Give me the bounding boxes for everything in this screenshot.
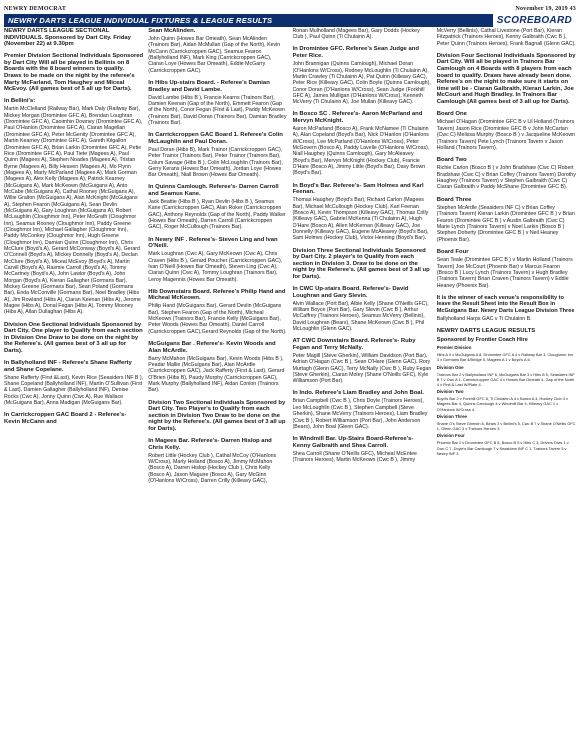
section-heading: Division Two xyxy=(436,389,464,395)
body-text: Mark Loughran (Cwc A), Gary McKeown (Cwc A), Chris Craven (Hibs B ), Gerard Poucher (Carrickcroppen GAC), Ivan O'Neill (Howes Bar Omeath), Steven Ling (Cwc A), Ciaran Quinn (Cwc A), Tommy Loughran (Trainors Bar), Leroy Magennis (Howes Bar Omeath). xyxy=(148,251,283,283)
body-text: Philip Hand (McGuigans Bar), Gerard Devlin (McGuigans Bar), Stephen Fearon (Gap of the North), Micheal McKeown (Trainors Bar), Francie Kelly (McGuigans Bar), Peter Woods (Howes Bar Omeath), Daniel Carroll (Carrickcroppen GAC),Gerard Reynolds (Gap of the North). xyxy=(148,303,287,335)
body-text: Shane Rafferty (First &Last), Kevin Rice (Seasiders INF B ), Shane Copeland (Ballyholland INF), Martin O'Sullivan (First & Last), Damien Gallagher (Ballyholland INF), Denise Rocks (Cwc A), Jonny Quinn (Cwc A), Rue Wallace (McGuigans Bar), Anna Madigan (McGuigans Bar). xyxy=(4,374,144,407)
body-text: John Quinn (Howes Bar Omeath), Sean McAlinden (Trainors Bar), Aidan McMullan (Gap of the North), Kevin McCann (Carrickcroppen GAC), Seamus Fearon (Ballyholland INF), Mark King (Carrickcroppen GAC), Ciaran Loye (Howes Bar Omeath), Eddie McGarry (Carrickcroppen GAC). xyxy=(148,36,281,74)
body-text: Shea Carroll (Shane O'Neills GFC), Micheal McEntee (Trainors Heroes), Martin McKeown (Cwc B ), Jimmy xyxy=(292,450,417,464)
body-text: Paul Doran (Hibs B), Mark Trainor (Carrickcroppen GAC), Peter Trainor (Trainors Bar), Peter Trainor (Trainors Bar), Colum Savage (Hibs B ), Colin McLoughlin (Trainors Bar), Gerry Kerans (Howes Bar Omeath), Jordan Loye (Howes Bar Omeath), Niall Brown (Howes Bar Omeath). xyxy=(148,146,283,179)
section-banner xyxy=(4,14,576,27)
body-text: Aaron McParland (Bosco A), Frank McNamee (Ti Chulainn A), Alan Copeland (Boyd's Bar), Nick O'Hanlon (O'Hanlons W/Cross), Lee McParland (O'Hanlons W/Cross), Peter McGovern (Bosco A), Paddy Lavelle (O'Hanlons W/Cross), Niall Haughey (Quinns Camlough), Gary McAleavey (Boyd's Bar), Mervyn McKnight (Hockey Club), Francie O'Hare (Bosco A), Jimmy Little (Boyd's Bar), Davy Brown (Boyd's Bar). xyxy=(292,126,430,177)
body-text: Michael O'Hagan (Dromintee GFC B v Lil Holland (Trainors Tavern) Jason Rice (Dromintee GFC B v John McCartan (Cwc C) Melissa Murphy (Bosco B ) v Jacqueline McKeown (Trainors Tavern) Pete Lynch (Trainors Tavern v Jason Holland (Trainors Tavern). xyxy=(436,119,576,151)
section-heading: In Bellini's: xyxy=(4,98,36,105)
body-text: Trainors Bar 2 v Ballyholland INF 6, McGuigans Bar 3 v Hibs B 5, Seasiders INF B 7 v Cwc A 1, Carrickcroppen GAC 4 v Howes Bar Omeath 4, Gap of the North 4 v First & Last W/Plate 4. xyxy=(436,371,575,387)
section-heading: Sponsored by Frontier Coach Hire xyxy=(436,336,528,343)
column-1 xyxy=(4,28,143,734)
section-heading: In Hibs Up-stairs Board. - Referee's Damian Bradley and David Lambe. xyxy=(148,79,270,93)
page-header xyxy=(0,0,580,12)
section-heading: In Indo. Referee's Liam Bradley and John Boal. xyxy=(292,390,424,397)
body-text: Martin McClelland (Railway Bar), Mark Daly (Railway Bar), Mickey Morgan (Dromintee GFC A), Brendan Loughran (Dromintee GFC A), Caoimhin Downey (Dromintee GFC A), Paul O'Hanlon (Dromintee GFC A), Ciaran Magellan (Dromintee GFC A), Peter McGenity (Dromintee GFC A), Martin Kearney (Dromintee GFC A), Gareth Kilgallon (Dromintee GFC A), Brian Larkin (Dromintee GFC A), Petie Rice (Dromintee GFC A), Paul Tiete (Magees A), Paul Quinn (Magees A), Stephen Noades (Magees A), Tristan Byrne (Magees A), Billy Heaven (Magees A), Mo Flynn (Magees A), Marty McParland (Magees A), Mark Gorman (Magees A), Alex Kelly (Magees A), Patrick Kearney (McGuigans A), Mark McKeown (McGuigans A), Anto McCabe (McGuigans A), Cathal Rooney (McGuigans A), Willie Gralton (McGuigans A), Alan McKnight (McGuigans A), Stephen Fearon (McGuigans A), Sean Devlin (McGuigans A), Gary Loughran (McGuigans A), Robert McLaughlin (Cloughmor Inn), Peter McGrath (Cloughmor Inn), Seamus Rooney (Cloughmor Inn), Paddy Greene (Cloughmor Inn), Michael Gallagher (Cloughmor Inn), Paddy McConkey (Cloughmor Inn), Hugh Greene (Cloughmor Inn), Damian Quinn (Cloughmor Inn), Chris McClure (Boyd's A), Gerard McConway (Boyd's A), Gerard O'Connell (Boyd's A), Mickey Donnelly (Boyd's A), Declan McClure (Boyd's A), Miceal McEvoy (Boyd's A), Martin Carvill (Boyd's A), Rasmie Carroll (Boyd's A), Tommy McCartney (Boyd's A), John Lawlor (Boyd's A), John Morgan (Boyd's A), Kieran Gallagher (Gormans Bar), Mickey Greene (Gormans Bar), Sean Poland (Gormans Bar), Enda McConville (Gormans Bar), Noel Bradley (Hibs A), Jim Rowland (Hibs A), Ciaran Keenan (Hibs A), Jerome Magee (Hibs A), Donal Fegan (Hibs A), Tommy Mooney (Hibs A), Allan Dullaghan (Hibs A). xyxy=(4,106,143,316)
body-text: Jack Beattie (Hibs B ), Ryan Devlin (Hibs B ), Seamus Kane (Carrickcroppen GAC), Alan Roker (Carrickcroppen GAC), Anthony Reynolds (Gap of the North), Paddy Walker (Howes Bar Omeath), Darren Carroll (Carrickcroppen GAC), Roger McCullough (Trainors Bar). xyxy=(148,199,286,231)
section-heading: NEWRY DARTS LEAGUE SECTIONAL INDIVIDUALS. Sponsored by Dart City. Friday (November 22) at 9.30pm xyxy=(4,28,131,48)
section-heading: McGuigans Bar . Referee's- Kevin Woods and Alan McArdle. xyxy=(148,340,276,354)
article-columns xyxy=(4,28,576,734)
section-heading: Division Three Sectional Individuals Sponsored by Dart City. 2 player's to Qualify from each section in Division 3. Draw to be done on the night by the Referee's. (All games best of 3 all up for Darts). xyxy=(292,247,430,280)
section-heading: Division Two Sectional Individuals Sponsored by Dart City. Two Player's to Qualify from each section in Division Two Draw to be done on the night by the Referee's. (All games best of 3 all up for Darts). xyxy=(148,399,286,432)
section-heading: In Newry INF . Referee's- Steven Ling and Ivan O'Neill. xyxy=(148,236,278,250)
issue-date: November 19, 2019 43 xyxy=(515,6,576,12)
section-heading: Board Four xyxy=(436,248,469,255)
column-3 xyxy=(293,28,432,734)
body-text: Boyd's Bar 2 v Forkhill GFC 6, Ti Chulainn A 4 v Bosco A 4, Hockey Club 4 v Magees Bar 4, Quinns Camlough 4 v Windmill Bar 4, Killeavy GAC 1 v O'Hanlons W/Cross 4. xyxy=(436,396,568,412)
section-heading: It is the winner of each venue's responsibility to leave the Result Sheet into the Result Box in McGuigans Bar. Newry Darts League Division Three xyxy=(436,294,575,314)
column-2 xyxy=(148,28,287,734)
section-heading: In Windmill Bar. Up-Stairs Board-Referee's- Kenny Galbraith and Shea Carroll. xyxy=(292,435,414,449)
body-text: Peter Magill (Steve Gherkin), William Davidson (Port Bar), Adrian O'Hagan (Cwc B ), Sean O'Hare (Glenn GAC), Rory Murtagh (Glenn GAC), Terry McNally (Cwc B ), Ruby Fegan (Steve Gherkin), Ciaran Moley (Shane O'Neills GFC), Kyle Williamson (Port Bar). xyxy=(292,352,432,385)
section-heading: In Ballyholland INF - Referee's Shane Rafferty and Shane Copelane. xyxy=(4,360,132,373)
section-heading: In Dromintee GFC. Referee's Sean Judge and Peter Rice. xyxy=(292,46,419,60)
section-heading: Sean McAlinden. xyxy=(148,28,196,34)
body-text: Sean Teale (Dromintee GFC B ) v Martin Holland (Trainors Tavern) Joe McCourt (Phoenix Bar) v Marcus Fearon (Bosco B ) Lucy Lynch (Trainors Tavern) v Hugh Bradley (Trainors Tavern) Brian Craven (Trainors Tavern) v Eddie Heaney (Phoenix Bar). xyxy=(436,257,573,289)
scoreboard-logo: SCOREBOARD xyxy=(493,14,576,27)
section-heading: Board Three xyxy=(436,196,472,203)
body-text: Phoenix Bar 2 v Dromintee GFC B 6, Bosco B 5 v Hibs C 3, Drivers Divis 1 v Cwc C 7, Doyle's Bar Camlough 7 v Seasiders INF C 1, Trainors Tavern 5 v Newry INF 3. xyxy=(436,440,569,456)
column-4 xyxy=(437,28,576,734)
section-heading: In Boyd's Bar. Referee's- Sam Holmes and Karl Feenan. xyxy=(292,182,424,196)
section-heading: NEWRY DARTS LEAGUE RESULTS xyxy=(436,328,536,335)
section-heading: In Magees Bar. Referee's- Darren Hislop and Chris Kelly. xyxy=(148,437,272,451)
section-heading: In Carrickcroppen GAC Board 1. Referee's Colin McLaughlin and Paul Doran. xyxy=(148,132,283,145)
body-text: Ballyholland Harps GAC v Ti Chulainn B. xyxy=(436,316,532,322)
body-text: Shane O's Steve Gherkin 6, Bears 3 v Bellini's 5, Cwc B 7 v Shane O'Neills GFC 1, Glenn GAC 3 v Trainors Heroes 3. xyxy=(436,420,576,432)
body-text: Robert Little (Hockey Club ), Cathal McCoy (O'Hanlons W/Cross), Marty Holland (Bosco A), Jimmy McMahon (Bosco A), Darren Hislop (Hockey Club ), Chris Kelly (Bosco A), Jason Maguire (Bosco A), Gary McGinn (O'Hanlons W/Cross), Darren Crilly (Killeavy GAC), xyxy=(148,452,277,485)
section-heading: In CWC Up-stairs Board. Referee's- David Loughran and Gary Slevin. xyxy=(292,285,409,299)
section-heading: Division One Sectional Individuals Sponsored by Dart City. One player to Qualify from each section in Division One Draw to be done on the night by the Referee's. (All games best of 3 all up for Darts). xyxy=(4,321,143,354)
paper-name: NEWRY DEMOCRAT xyxy=(4,6,67,12)
section-heading: Division Four Sectional Individuals Sponsored by Dart City. Will all be played in Trainors Bar Camlough on 4 Boards with 8 players from each board to qualify. Draws have already been done. Referee's on the night to make sure it starts on time will be - Ciaran Galbraith, Kieran Larkin, Joe McCourt and Hugh Bradley. In Trainors Bar Camlough (All games best of 3 all up for Darts). xyxy=(436,52,576,105)
body-text: Brian Campbell (Cwc B ), Chris Doyle (Trainors Heroes), Leo McLoughlin (Cwc B ), Stephen Campbell (Steve Gherkin), Shane McVerry (Trainors Heroes), Liam Bradley (Cwc B ), Robert Williamson (Port Bar), John Anderson (Bears), John Boal (Glenn GAC). xyxy=(292,398,428,430)
body-text: Stephen McArdle (Seasiders INF C) v Brian Coffey (Trainors Tavern) Kieran Larkin (Dromintee GFC B ) v Brian Fearon (Dromintee GFC B ) v Austin Galbraith (Cwc C) Marie Lynch (Trainors Tavern) v Noel Larkin (Bosco B ) Stephen Doherty (Dromintee GFC B ) v Neil Heaney (Phoenix Bar). xyxy=(436,204,575,243)
body-text: Ronan Mulholland (Magees Bar), Gary Dodds (Hockey Club ), Paul Quinn (Ti Chulainn A). xyxy=(292,28,420,41)
body-text: Barry McMahon (McGuigans Bar), Kevin Woods (Hibs B ), Peadar Mallie (McGuigans Bar), Alan McArdle (Carrickcroppen GAC), Jack Rafferty (First & Last), Gerard O'Brien (Hibs B), Paudy Murphy (Carrickcroppen GAC), Mark Murphy (Ballyholland INF), Aidan Conlon (Trainors Bar). xyxy=(148,355,285,394)
section-heading: Premier Division xyxy=(436,345,472,351)
section-heading: Premier Division Sectional Individuals Sponsored by Dart City Will all be played in Bellinis on 8 Boards with the 8 board winners to qualify. Draws to be made on the night by the referee's Marty McFarland, Tom Haughey and Miceal McEvoy. (All games best of 5 all up for Darts). xyxy=(4,53,144,93)
body-text: David Lambe (Hibs B ), Francie Kearns (Trainors Bar), Damien Keenan (Gap of the North), Emmett Fearon (Gap of the North), Conor Fegan (First & Last), Paddy McKeown (Trainors Bar), David Doran (Trainors Bar), Damian Bradley (Trainors Bar). xyxy=(148,94,287,127)
section-heading: Division One xyxy=(436,364,464,370)
section-heading: In Bosco SC . Referee's- Aaron McParland and Mervyn McKnight. xyxy=(292,111,423,124)
body-text: John Brannigan (Quinns Camlough), Michael Doran (O'Hanlons W/Cross), Rodney McLoughlin (Ti Chulainn A), Martin Crawley (Ti Chulainn A), Pat Quinn (Killeavy GAC), Peter Rice (Killeavy GAC), Colin Boyle (Quinns Camlough), Conor Doran (O'Hanlons W/Cross), Sean Judge (Forkhill GFC A), James Mulligan (O'Hanlons W/Cross), Kenneth McVerry (Ti Chulainn A), Joe Mullan (Killeavy GAC). xyxy=(292,61,431,106)
body-text: Hibs A 0 v McGuigans A 8, Dromintee GFC A 4 v Railway Bar 3, Cloughmor Inn 3 v Gormans Bar 4/Bridge 5, Magees A 1 v Boyd's A 6. xyxy=(436,352,573,363)
section-heading: AT CWC Downstairs Board. Referee's- Ruby Fegan and Terry McNally. xyxy=(292,338,416,351)
section-heading: Hib Downstairs Board. Referee's Philip Hand and Micheal McKeown. xyxy=(148,288,286,302)
section-heading: Board Two xyxy=(436,156,467,163)
banner-title: NEWRY DARTS LEAGUE INDIVIDUAL FIXTURES & LEAGUE RESULTS xyxy=(8,16,273,25)
section-heading: Division Four xyxy=(436,433,465,439)
section-heading: Board One xyxy=(436,111,467,118)
section-heading: In Quinns Camlough. Referee's- Darren Carroll and Seamus Kane. xyxy=(148,184,279,197)
section-heading: Division Three xyxy=(436,413,468,419)
section-heading: In Carrickcroppen GAC Board 2 - Referee's- Kevin McCann and xyxy=(4,412,127,425)
body-text: McVerry (Bellinis), Cathal Livestone (Port Bar), Kieran Fitzpatrick (Trainors Heroes), Kenny Galbraith (Cwc B ), Peter Quinn (Trainors Heroes), Frank Bagnall (Glenn GAC). xyxy=(436,28,576,47)
body-text: Richie Carlon (Bosco B ) v John Bradshaw (Cwc C) Robert Bradshaw (Cwc C) v Brian Coffey (Trainors Tavern) Dorothy Haughey (Trainors Tavern) v Stephen Galbraith (Cwc C) Ciaran Galbraith v Paddy McShane (Dromintee GFC B). xyxy=(436,165,576,191)
body-text: Alvin Wallace (Port Bar), Albie Kelly (Shane O'Neills GFC), William Boyce (Port Bar), Gary Slevin (Cwc B ), Arthur McCaffrey (Trainors Heroes), Seamus McVerry (Bellinis), David Loughran (Bears), Shane McKeown (Cwc B ), Phil McLoughlin (Glenn GAC). xyxy=(292,300,429,333)
body-text: Thomas Haughey (Boyd's Bar), Richard Carlon (Magees Bar), Michael McCullough (Hockey Club), Karl Feenan (Bosco A), Kevin Thompson (Killeavy GAC), Thomas Crilly (Killeavy GAC), Gabriel McKenna (Ti Chulainn A), Hugh O'Hare (Bosco A), Allen McKernan (Killeavy GAC), Joe Donnelly (Killeavy GAC), Eugene McAleavey (Boyd's Bar), Sam Holmes (Hockey Club), Victor Henning (Boyd's Bar). xyxy=(292,197,429,242)
